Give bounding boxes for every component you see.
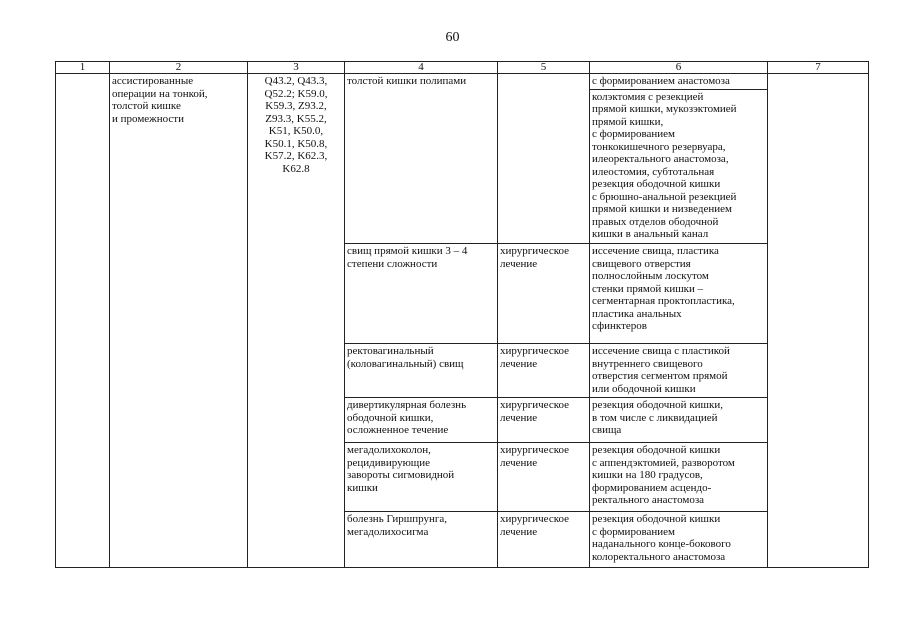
icd-codes-cell [248, 74, 345, 568]
disease-line: дивертикулярная болезнь [347, 399, 467, 411]
disease-cell [345, 244, 498, 344]
method-line: внутреннего свищевого [592, 357, 703, 370]
method-line: сегментарная проктопластика, [592, 295, 735, 307]
method-line: колоректального анастомоза [592, 550, 726, 563]
treatment-line: хирургическое [500, 444, 570, 456]
method-line: наданального конце-бокового [592, 538, 731, 550]
treatment-line: хирургическое [500, 513, 570, 525]
icd-codes-line: Q52.2; K59.0, [264, 87, 328, 100]
icd-codes-line: K50.1, K50.8, [264, 137, 328, 150]
method-line: прямой кишки и низведением [592, 203, 732, 215]
method [592, 245, 765, 333]
method-line: илеоректального анастомоза, [592, 153, 729, 165]
disease-cell [345, 512, 498, 568]
method-line: резекция ободочной кишки [592, 178, 721, 190]
disease-cell [345, 443, 498, 512]
method-subcell [590, 74, 767, 89]
disease-line: свищ прямой кишки 3 – 4 [347, 245, 468, 257]
method-line: формированием асцендо- [592, 481, 712, 494]
disease-line: мегадолихоколон, [347, 444, 431, 456]
header-cell: 2 [110, 62, 248, 74]
method-line: прямой кишки, [592, 115, 664, 128]
method-line: с формированием анастомоза [592, 75, 730, 87]
method-cell [590, 398, 768, 443]
treatment-line: хирургическое [500, 245, 570, 257]
care-type-line: операции на тонкой, [112, 87, 208, 100]
care-type-line: толстой кишке [112, 100, 181, 112]
method-line: с формированием [592, 525, 675, 538]
disease-line: степени сложности [347, 257, 438, 270]
header-row [56, 62, 869, 74]
treatment [500, 399, 587, 424]
disease-line: толстой кишки полипами [347, 75, 467, 87]
method-line: иссечение свища с пластикой [592, 345, 730, 357]
care-type-line: ассистированные [112, 75, 194, 87]
treatment-cell [498, 398, 590, 443]
treatment [500, 345, 587, 370]
method-line: правых отделов ободочной [592, 215, 719, 228]
method-subrow [590, 89, 767, 242]
method-line: колэктомия с резекцией [592, 90, 704, 103]
icd-codes-line: K57.2, K62.3, [264, 150, 328, 162]
header-cell: 1 [56, 62, 110, 74]
treatment-cell [498, 344, 590, 398]
icd-codes-line: K59.3, Z93.2, [265, 100, 327, 112]
disease-line: мегадолихосигма [347, 525, 429, 538]
method-line: отверстия сегментом прямой [592, 370, 728, 382]
method-subtable [590, 74, 767, 242]
method [592, 91, 765, 241]
disease-line: завороты сигмовидной [347, 469, 455, 481]
disease-line: рецидивирующие [347, 456, 431, 469]
treatment-cell [498, 443, 590, 512]
disease [347, 345, 495, 370]
treatment [500, 513, 587, 538]
method-line: полнослойным лоскутом [592, 270, 709, 282]
icd-codes-line: Z93.3, K55.2, [265, 112, 327, 125]
care-type-cell [110, 74, 248, 568]
method-cell [590, 244, 768, 344]
method-cell [590, 74, 768, 244]
method-line: с аппендэктомией, разворотом [592, 456, 735, 469]
method-line: в том числе с ликвидацией [592, 411, 718, 424]
method-line: прямой кишки, мукозэктомией [592, 103, 737, 115]
disease [347, 75, 495, 88]
disease-cell [345, 398, 498, 443]
treatment-cell [498, 512, 590, 568]
disease [347, 399, 495, 437]
disease [347, 444, 495, 494]
treatment-cell [498, 244, 590, 344]
treatment-line: лечение [500, 357, 538, 370]
method-line: с формированием [592, 128, 675, 140]
header-cell: 6 [590, 62, 768, 74]
method-line: свищевого отверстия [592, 257, 691, 270]
treatment-cell [498, 74, 590, 244]
row-number-cell [56, 74, 110, 568]
method-line: резекция ободочной кишки [592, 444, 721, 456]
method-line: иссечение свища, пластика [592, 245, 719, 257]
method-line: пластика анальных [592, 307, 682, 320]
method-line: кишки в анальный канал [592, 228, 709, 240]
method-subcell [590, 89, 767, 242]
disease-line: (коловагинальный) свищ [347, 357, 464, 370]
method-line: свища [592, 424, 622, 436]
treatment-line: лечение [500, 257, 538, 270]
method [592, 345, 765, 395]
care-type [112, 75, 245, 125]
method-cell [590, 443, 768, 512]
method [592, 444, 765, 507]
table-row [56, 74, 869, 244]
method-cell [590, 512, 768, 568]
procedures-table [55, 61, 869, 568]
method-line: стенки прямой кишки – [592, 282, 704, 295]
disease-line: ободочной кишки, [347, 411, 434, 424]
method-cell [590, 344, 768, 398]
method-line: илеостомия, субтотальная [592, 165, 715, 178]
icd-codes-line: Q43.2, Q43.3, [264, 75, 328, 87]
cost-cell [768, 74, 869, 568]
treatment-line: хирургическое [500, 399, 570, 411]
treatment [500, 245, 587, 270]
treatment-line: лечение [500, 525, 538, 538]
disease-line: болезнь Гиршпрунга, [347, 513, 448, 525]
disease-line: осложненное течение [347, 424, 449, 436]
method-line: резекция ободочной кишки [592, 513, 721, 525]
disease-cell [345, 344, 498, 398]
method-line: тонкокишечного резервуара, [592, 140, 726, 153]
method-line: ректального анастомоза [592, 494, 705, 506]
method-line: кишки на 180 градусов, [592, 469, 703, 481]
header-cell: 5 [498, 62, 590, 74]
disease [347, 513, 495, 538]
disease [347, 245, 495, 270]
header-cell: 7 [768, 62, 869, 74]
method-line: сфинктеров [592, 320, 647, 332]
icd-codes-line: K62.8 [282, 162, 310, 175]
disease-line: кишки [347, 481, 378, 494]
disease-line: ректовагинальный [347, 345, 434, 357]
method [592, 399, 765, 437]
method [592, 513, 765, 563]
treatment-line: лечение [500, 456, 538, 469]
header-cell: 3 [248, 62, 345, 74]
page-number: 60 [445, 30, 460, 45]
method-line: резекция ободочной кишки, [592, 399, 724, 411]
icd-codes [250, 75, 342, 175]
treatment [500, 444, 587, 469]
treatment-line: хирургическое [500, 345, 570, 357]
method-line: или ободочной кишки [592, 382, 696, 395]
icd-codes-line: K51, K50.0, [268, 125, 324, 137]
care-type-line: и промежности [112, 112, 184, 125]
header-cell: 4 [345, 62, 498, 74]
treatment-line: лечение [500, 411, 538, 424]
method-subrow [590, 74, 767, 89]
disease-cell [345, 74, 498, 244]
method [592, 75, 765, 88]
method-line: с брюшно-анальной резекцией [592, 190, 737, 203]
